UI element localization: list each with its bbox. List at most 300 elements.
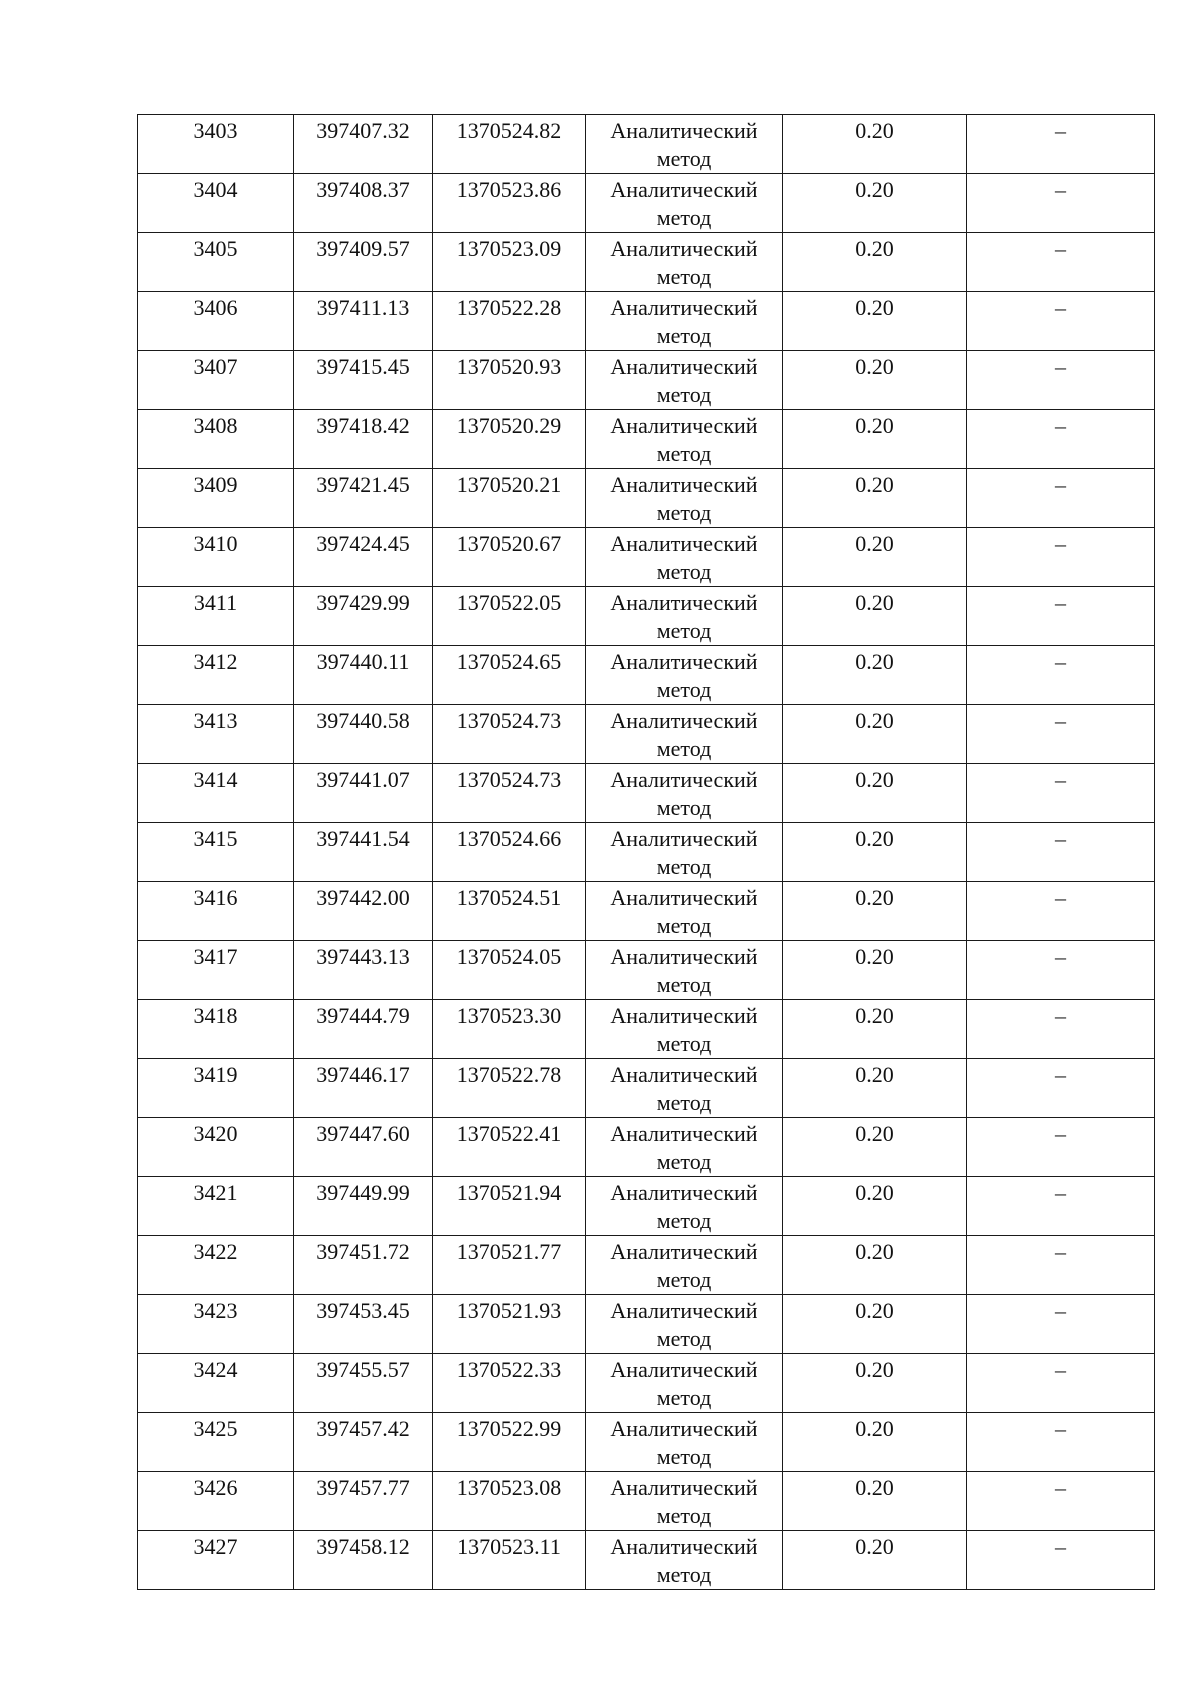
accuracy-cell-text: 0.20 <box>855 177 894 202</box>
x-coordinate-cell-text: 397440.11 <box>316 649 410 674</box>
y-coordinate-cell-text: 1370524.65 <box>456 649 562 674</box>
note-cell <box>967 292 1155 351</box>
point-number-cell-text: 3411 <box>193 590 238 615</box>
point-number-cell-text: 3420 <box>193 1121 238 1146</box>
x-coordinate-cell-text: 397457.42 <box>316 1416 410 1441</box>
y-coordinate-cell-text: 1370520.93 <box>456 354 562 379</box>
note-cell-text: – <box>1055 1062 1066 1087</box>
method-cell-text: Аналитический метод <box>610 1298 758 1351</box>
note-cell-text: – <box>1055 649 1066 674</box>
point-number-cell-text: 3415 <box>193 826 238 851</box>
y-coordinate-cell-text: 1370523.08 <box>456 1475 562 1500</box>
x-coordinate-cell <box>294 1118 433 1177</box>
x-coordinate-cell <box>294 174 433 233</box>
coordinates-table <box>137 114 1155 1590</box>
note-cell-text: – <box>1055 1534 1066 1559</box>
x-coordinate-cell <box>294 705 433 764</box>
table-row <box>138 587 1155 646</box>
y-coordinate-cell <box>433 1472 586 1531</box>
method-cell-text: Аналитический метод <box>610 118 758 171</box>
x-coordinate-cell <box>294 233 433 292</box>
accuracy-cell <box>783 941 967 1000</box>
x-coordinate-cell-text: 397418.42 <box>316 413 410 438</box>
point-number-cell <box>138 351 294 410</box>
note-cell <box>967 469 1155 528</box>
y-coordinate-cell <box>433 1295 586 1354</box>
method-cell <box>586 587 783 646</box>
point-number-cell <box>138 1118 294 1177</box>
point-number-cell-text: 3407 <box>193 354 238 379</box>
x-coordinate-cell-text: 397407.32 <box>316 118 410 143</box>
method-cell <box>586 1354 783 1413</box>
method-cell <box>586 1000 783 1059</box>
accuracy-cell-text: 0.20 <box>855 885 894 910</box>
point-number-cell-text: 3426 <box>193 1475 238 1500</box>
point-number-cell-text: 3422 <box>193 1239 238 1264</box>
method-cell-text: Аналитический метод <box>610 1180 758 1233</box>
accuracy-cell-text: 0.20 <box>855 767 894 792</box>
x-coordinate-cell-text: 397446.17 <box>316 1062 410 1087</box>
point-number-cell <box>138 1472 294 1531</box>
method-cell <box>586 1059 783 1118</box>
accuracy-cell-text: 0.20 <box>855 413 894 438</box>
method-cell <box>586 1531 783 1590</box>
table-row <box>138 1413 1155 1472</box>
y-coordinate-cell-text: 1370520.67 <box>456 531 562 556</box>
accuracy-cell-text: 0.20 <box>855 708 894 733</box>
accuracy-cell <box>783 1413 967 1472</box>
table-row <box>138 1236 1155 1295</box>
point-number-cell <box>138 1354 294 1413</box>
method-cell <box>586 882 783 941</box>
y-coordinate-cell <box>433 1354 586 1413</box>
x-coordinate-cell-text: 397415.45 <box>316 354 410 379</box>
y-coordinate-cell <box>433 1000 586 1059</box>
x-coordinate-cell-text: 397424.45 <box>316 531 410 556</box>
x-coordinate-cell-text: 397408.37 <box>316 177 410 202</box>
note-cell <box>967 1000 1155 1059</box>
y-coordinate-cell-text: 1370524.66 <box>456 826 562 851</box>
x-coordinate-cell-text: 397455.57 <box>316 1357 410 1382</box>
x-coordinate-cell-text: 397429.99 <box>316 590 410 615</box>
note-cell <box>967 1413 1155 1472</box>
x-coordinate-cell-text: 397453.45 <box>316 1298 410 1323</box>
method-cell <box>586 764 783 823</box>
y-coordinate-cell <box>433 646 586 705</box>
method-cell <box>586 233 783 292</box>
point-number-cell <box>138 941 294 1000</box>
note-cell-text: – <box>1055 1416 1066 1441</box>
point-number-cell-text: 3406 <box>193 295 238 320</box>
note-cell <box>967 587 1155 646</box>
y-coordinate-cell-text: 1370524.82 <box>456 118 562 143</box>
method-cell-text: Аналитический метод <box>610 1534 758 1587</box>
point-number-cell-text: 3405 <box>193 236 238 261</box>
note-cell-text: – <box>1055 1298 1066 1323</box>
accuracy-cell-text: 0.20 <box>855 1062 894 1087</box>
x-coordinate-cell <box>294 823 433 882</box>
accuracy-cell-text: 0.20 <box>855 531 894 556</box>
point-number-cell <box>138 1413 294 1472</box>
note-cell-text: – <box>1055 531 1066 556</box>
accuracy-cell <box>783 1059 967 1118</box>
point-number-cell-text: 3408 <box>193 413 238 438</box>
table-row <box>138 1059 1155 1118</box>
y-coordinate-cell <box>433 174 586 233</box>
accuracy-cell <box>783 587 967 646</box>
accuracy-cell <box>783 1000 967 1059</box>
point-number-cell <box>138 292 294 351</box>
point-number-cell <box>138 882 294 941</box>
accuracy-cell-text: 0.20 <box>855 826 894 851</box>
note-cell-text: – <box>1055 1475 1066 1500</box>
y-coordinate-cell-text: 1370521.93 <box>456 1298 562 1323</box>
method-cell <box>586 115 783 174</box>
point-number-cell-text: 3414 <box>193 767 238 792</box>
method-cell-text: Аналитический метод <box>610 295 758 348</box>
accuracy-cell-text: 0.20 <box>855 118 894 143</box>
accuracy-cell <box>783 1118 967 1177</box>
point-number-cell-text: 3424 <box>193 1357 238 1382</box>
y-coordinate-cell-text: 1370522.41 <box>456 1121 562 1146</box>
accuracy-cell <box>783 351 967 410</box>
note-cell <box>967 1531 1155 1590</box>
method-cell <box>586 941 783 1000</box>
method-cell <box>586 705 783 764</box>
table-row <box>138 233 1155 292</box>
accuracy-cell <box>783 233 967 292</box>
point-number-cell <box>138 646 294 705</box>
method-cell-text: Аналитический метод <box>610 236 758 289</box>
x-coordinate-cell <box>294 469 433 528</box>
table-row <box>138 410 1155 469</box>
method-cell <box>586 1413 783 1472</box>
accuracy-cell <box>783 646 967 705</box>
point-number-cell-text: 3418 <box>193 1003 238 1028</box>
table-row <box>138 882 1155 941</box>
method-cell-text: Аналитический метод <box>610 944 758 997</box>
y-coordinate-cell <box>433 410 586 469</box>
y-coordinate-cell <box>433 705 586 764</box>
method-cell <box>586 1236 783 1295</box>
y-coordinate-cell <box>433 1118 586 1177</box>
accuracy-cell-text: 0.20 <box>855 590 894 615</box>
y-coordinate-cell-text: 1370521.94 <box>456 1180 562 1205</box>
note-cell-text: – <box>1055 472 1066 497</box>
y-coordinate-cell <box>433 1177 586 1236</box>
point-number-cell <box>138 1236 294 1295</box>
table-row <box>138 174 1155 233</box>
point-number-cell-text: 3421 <box>193 1180 238 1205</box>
method-cell-text: Аналитический метод <box>610 1475 758 1528</box>
note-cell-text: – <box>1055 1003 1066 1028</box>
x-coordinate-cell-text: 397449.99 <box>316 1180 410 1205</box>
point-number-cell-text: 3409 <box>193 472 238 497</box>
x-coordinate-cell <box>294 941 433 1000</box>
note-cell <box>967 1295 1155 1354</box>
x-coordinate-cell-text: 397457.77 <box>316 1475 410 1500</box>
note-cell <box>967 646 1155 705</box>
table-row <box>138 764 1155 823</box>
y-coordinate-cell-text: 1370524.73 <box>456 767 562 792</box>
y-coordinate-cell-text: 1370523.09 <box>456 236 562 261</box>
y-coordinate-cell-text: 1370520.21 <box>456 472 562 497</box>
note-cell-text: – <box>1055 1239 1066 1264</box>
x-coordinate-cell <box>294 528 433 587</box>
accuracy-cell <box>783 1236 967 1295</box>
y-coordinate-cell-text: 1370522.05 <box>456 590 562 615</box>
method-cell-text: Аналитический метод <box>610 531 758 584</box>
point-number-cell-text: 3417 <box>193 944 238 969</box>
table-row <box>138 1118 1155 1177</box>
point-number-cell <box>138 823 294 882</box>
note-cell-text: – <box>1055 236 1066 261</box>
method-cell-text: Аналитический метод <box>610 885 758 938</box>
method-cell-text: Аналитический метод <box>610 472 758 525</box>
x-coordinate-cell <box>294 587 433 646</box>
method-cell-text: Аналитический метод <box>610 177 758 230</box>
accuracy-cell-text: 0.20 <box>855 1416 894 1441</box>
y-coordinate-cell <box>433 823 586 882</box>
note-cell-text: – <box>1055 295 1066 320</box>
x-coordinate-cell-text: 397409.57 <box>316 236 410 261</box>
method-cell-text: Аналитический метод <box>610 767 758 820</box>
y-coordinate-cell <box>433 115 586 174</box>
note-cell <box>967 1177 1155 1236</box>
table-row <box>138 823 1155 882</box>
x-coordinate-cell-text: 397441.54 <box>316 826 410 851</box>
method-cell-text: Аналитический метод <box>610 1003 758 1056</box>
method-cell <box>586 410 783 469</box>
method-cell <box>586 1472 783 1531</box>
method-cell-text: Аналитический метод <box>610 1357 758 1410</box>
accuracy-cell-text: 0.20 <box>855 472 894 497</box>
y-coordinate-cell-text: 1370521.77 <box>456 1239 562 1264</box>
x-coordinate-cell <box>294 1413 433 1472</box>
accuracy-cell-text: 0.20 <box>855 1298 894 1323</box>
point-number-cell-text: 3419 <box>193 1062 238 1087</box>
y-coordinate-cell <box>433 1531 586 1590</box>
y-coordinate-cell-text: 1370522.99 <box>456 1416 562 1441</box>
y-coordinate-cell <box>433 1413 586 1472</box>
method-cell-text: Аналитический метод <box>610 1416 758 1469</box>
method-cell <box>586 292 783 351</box>
method-cell <box>586 469 783 528</box>
y-coordinate-cell <box>433 233 586 292</box>
y-coordinate-cell-text: 1370523.86 <box>456 177 562 202</box>
x-coordinate-cell <box>294 764 433 823</box>
x-coordinate-cell-text: 397442.00 <box>316 885 410 910</box>
accuracy-cell <box>783 882 967 941</box>
point-number-cell-text: 3412 <box>193 649 238 674</box>
x-coordinate-cell <box>294 351 433 410</box>
y-coordinate-cell-text: 1370524.05 <box>456 944 562 969</box>
point-number-cell-text: 3416 <box>193 885 238 910</box>
y-coordinate-cell-text: 1370520.29 <box>456 413 562 438</box>
point-number-cell <box>138 174 294 233</box>
note-cell <box>967 1472 1155 1531</box>
accuracy-cell-text: 0.20 <box>855 1180 894 1205</box>
method-cell <box>586 1295 783 1354</box>
note-cell-text: – <box>1055 413 1066 438</box>
accuracy-cell <box>783 1354 967 1413</box>
note-cell-text: – <box>1055 1121 1066 1146</box>
table-row <box>138 1531 1155 1590</box>
table-row <box>138 1000 1155 1059</box>
table-row <box>138 1472 1155 1531</box>
note-cell <box>967 233 1155 292</box>
x-coordinate-cell-text: 397447.60 <box>316 1121 410 1146</box>
note-cell-text: – <box>1055 826 1066 851</box>
method-cell <box>586 823 783 882</box>
table-row <box>138 705 1155 764</box>
table-row <box>138 1177 1155 1236</box>
method-cell <box>586 528 783 587</box>
y-coordinate-cell-text: 1370523.11 <box>457 1534 561 1559</box>
y-coordinate-cell <box>433 587 586 646</box>
y-coordinate-cell <box>433 292 586 351</box>
x-coordinate-cell <box>294 1295 433 1354</box>
note-cell-text: – <box>1055 708 1066 733</box>
note-cell-text: – <box>1055 118 1066 143</box>
y-coordinate-cell-text: 1370523.30 <box>456 1003 562 1028</box>
method-cell-text: Аналитический метод <box>610 1239 758 1292</box>
table-row <box>138 528 1155 587</box>
note-cell-text: – <box>1055 590 1066 615</box>
accuracy-cell <box>783 764 967 823</box>
method-cell-text: Аналитический метод <box>610 354 758 407</box>
x-coordinate-cell-text: 397443.13 <box>316 944 410 969</box>
accuracy-cell-text: 0.20 <box>855 1534 894 1559</box>
table-row <box>138 115 1155 174</box>
point-number-cell-text: 3404 <box>193 177 238 202</box>
accuracy-cell <box>783 823 967 882</box>
table-row <box>138 469 1155 528</box>
note-cell-text: – <box>1055 1180 1066 1205</box>
table-row <box>138 1295 1155 1354</box>
accuracy-cell <box>783 410 967 469</box>
y-coordinate-cell <box>433 1236 586 1295</box>
x-coordinate-cell <box>294 115 433 174</box>
accuracy-cell <box>783 469 967 528</box>
accuracy-cell <box>783 528 967 587</box>
method-cell <box>586 1177 783 1236</box>
method-cell-text: Аналитический метод <box>610 590 758 643</box>
note-cell <box>967 823 1155 882</box>
x-coordinate-cell <box>294 1472 433 1531</box>
point-number-cell <box>138 1177 294 1236</box>
accuracy-cell-text: 0.20 <box>855 1357 894 1382</box>
note-cell <box>967 351 1155 410</box>
point-number-cell-text: 3423 <box>193 1298 238 1323</box>
x-coordinate-cell-text: 397440.58 <box>316 708 410 733</box>
table-row <box>138 351 1155 410</box>
note-cell-text: – <box>1055 177 1066 202</box>
method-cell-text: Аналитический метод <box>610 826 758 879</box>
point-number-cell <box>138 1295 294 1354</box>
x-coordinate-cell-text: 397444.79 <box>316 1003 410 1028</box>
y-coordinate-cell <box>433 528 586 587</box>
point-number-cell <box>138 587 294 646</box>
x-coordinate-cell-text: 397458.12 <box>316 1534 410 1559</box>
x-coordinate-cell-text: 397421.45 <box>316 472 410 497</box>
point-number-cell <box>138 1531 294 1590</box>
method-cell-text: Аналитический метод <box>610 649 758 702</box>
note-cell <box>967 1236 1155 1295</box>
point-number-cell-text: 3403 <box>193 118 238 143</box>
table-row <box>138 1354 1155 1413</box>
note-cell <box>967 528 1155 587</box>
x-coordinate-cell <box>294 882 433 941</box>
note-cell <box>967 115 1155 174</box>
point-number-cell <box>138 469 294 528</box>
note-cell <box>967 410 1155 469</box>
note-cell-text: – <box>1055 885 1066 910</box>
accuracy-cell-text: 0.20 <box>855 1239 894 1264</box>
x-coordinate-cell <box>294 1000 433 1059</box>
y-coordinate-cell-text: 1370524.51 <box>456 885 562 910</box>
accuracy-cell <box>783 1472 967 1531</box>
accuracy-cell-text: 0.20 <box>855 1121 894 1146</box>
accuracy-cell-text: 0.20 <box>855 236 894 261</box>
x-coordinate-cell <box>294 1236 433 1295</box>
note-cell <box>967 1354 1155 1413</box>
accuracy-cell-text: 0.20 <box>855 354 894 379</box>
note-cell <box>967 882 1155 941</box>
accuracy-cell-text: 0.20 <box>855 1003 894 1028</box>
y-coordinate-cell-text: 1370522.33 <box>456 1357 562 1382</box>
y-coordinate-cell <box>433 764 586 823</box>
y-coordinate-cell-text: 1370522.78 <box>456 1062 562 1087</box>
note-cell <box>967 1059 1155 1118</box>
table-row <box>138 646 1155 705</box>
method-cell-text: Аналитический метод <box>610 1121 758 1174</box>
y-coordinate-cell-text: 1370524.73 <box>456 708 562 733</box>
point-number-cell <box>138 233 294 292</box>
method-cell <box>586 174 783 233</box>
point-number-cell-text: 3413 <box>193 708 238 733</box>
x-coordinate-cell-text: 397411.13 <box>316 295 410 320</box>
note-cell <box>967 764 1155 823</box>
point-number-cell <box>138 705 294 764</box>
y-coordinate-cell <box>433 351 586 410</box>
note-cell <box>967 174 1155 233</box>
point-number-cell-text: 3427 <box>193 1534 238 1559</box>
method-cell-text: Аналитический метод <box>610 1062 758 1115</box>
x-coordinate-cell <box>294 1177 433 1236</box>
note-cell <box>967 1118 1155 1177</box>
x-coordinate-cell-text: 397441.07 <box>316 767 410 792</box>
note-cell <box>967 941 1155 1000</box>
note-cell <box>967 705 1155 764</box>
x-coordinate-cell <box>294 410 433 469</box>
y-coordinate-cell <box>433 1059 586 1118</box>
accuracy-cell <box>783 1531 967 1590</box>
table-row <box>138 292 1155 351</box>
point-number-cell <box>138 410 294 469</box>
accuracy-cell <box>783 705 967 764</box>
accuracy-cell-text: 0.20 <box>855 944 894 969</box>
x-coordinate-cell-text: 397451.72 <box>316 1239 410 1264</box>
accuracy-cell <box>783 292 967 351</box>
accuracy-cell <box>783 115 967 174</box>
note-cell-text: – <box>1055 1357 1066 1382</box>
method-cell-text: Аналитический метод <box>610 708 758 761</box>
y-coordinate-cell <box>433 469 586 528</box>
method-cell <box>586 351 783 410</box>
x-coordinate-cell <box>294 1531 433 1590</box>
point-number-cell <box>138 528 294 587</box>
